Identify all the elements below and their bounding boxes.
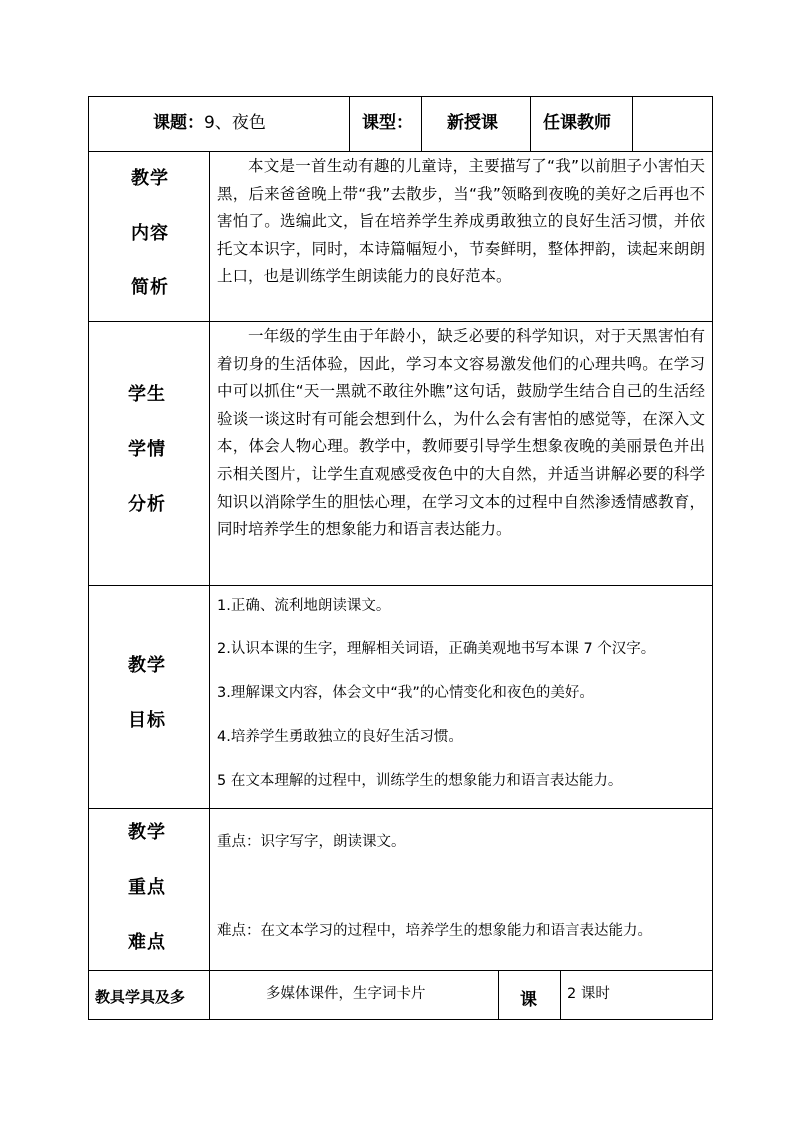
student-label-line3: 分析 (128, 494, 166, 515)
row-divider-2 (88, 321, 713, 322)
header-divider-4 (632, 96, 633, 151)
keypoints-label-line3: 难点 (128, 932, 166, 953)
goal-item-2: 2.认识本课的生字，理解相关词语，正确美观地书写本课 7 个汉字。 (217, 641, 656, 657)
row-divider-3 (88, 585, 713, 586)
header-divider-3 (530, 96, 531, 151)
student-label-line1: 学生 (128, 384, 166, 405)
label-column-divider (209, 151, 210, 1020)
tools-label: 教具学具及多 (95, 988, 186, 1006)
topic-label: 课题： (153, 113, 204, 133)
keypoints-label-line1: 教学 (128, 822, 166, 843)
content-label-line2: 内容 (131, 223, 169, 244)
student-label-line2: 学情 (128, 439, 166, 460)
goals-label-line1: 教学 (128, 655, 166, 676)
content-label-line1: 教学 (131, 168, 169, 189)
goal-item-5: 5 在文本理解的过程中，训练学生的想象能力和语言表达能力。 (217, 773, 623, 789)
goal-item-3: 3.理解课文内容，体会文中“我”的心情变化和夜色的美好。 (217, 685, 594, 701)
topic-cell (153, 108, 266, 133)
type-value: 新授课 (447, 113, 498, 133)
type-label: 课型： (362, 113, 413, 133)
table-border-left (88, 96, 89, 1020)
header-divider-1 (349, 96, 350, 151)
content-label-line3: 简析 (131, 277, 169, 298)
table-border-bottom (88, 1019, 713, 1020)
footer-divider-2 (560, 970, 561, 1019)
goals-label-line2: 目标 (128, 710, 166, 731)
footer-divider-1 (498, 970, 499, 1019)
table-border-right (712, 96, 713, 1020)
hours-label: 课 (520, 990, 537, 1010)
goal-item-4: 4.培养学生勇敢独立的良好生活习惯。 (217, 729, 463, 745)
row-divider-5 (88, 970, 713, 971)
topic-value: 9、夜色 (204, 113, 266, 133)
hours-value: 2 课时 (567, 986, 610, 1002)
header-divider-2 (421, 96, 422, 151)
table-border-top (88, 96, 713, 97)
key-difficulty-text: 难点：在文本学习的过程中，培养学生的想象能力和语言表达能力。 (217, 923, 652, 939)
content-analysis-text: 本文是一首生动有趣的儿童诗，主要描写了“我”以前胆子小害怕天黑，后来爸爸晚上带“我”去散步，当“我”领略到夜晚的美好之后再也不害怕了。选编此文，旨在培养学生养成勇敢独立的良好生活习惯，并依托文本识字，同时，本诗篇幅短小，节奏鲜明，整体押韵，读起来朗朗上口，也是训练学生朗读能力的良好范本。 (217, 157, 705, 286)
row-divider-4 (88, 808, 713, 809)
row-divider-1 (88, 151, 713, 152)
teacher-label: 任课教师 (543, 113, 611, 133)
tools-value: 多媒体课件，生字词卡片 (266, 986, 426, 1002)
key-focus-text: 重点：识字写字，朗读课文。 (217, 834, 406, 850)
goal-item-1: 1.正确、流利地朗读课文。 (217, 598, 391, 614)
keypoints-label-line2: 重点 (128, 877, 166, 898)
student-analysis-text: 一年级的学生由于年龄小，缺乏必要的科学知识，对于天黑害怕有着切身的生活体验，因此，学习本文容易激发他们的心理共鸣。在学习中可以抓住“天一黑就不敢往外瞧”这句话，鼓励学生结合自己的生活经验谈一谈这时有可能会想到什么，为什么会有害怕的感觉等，在深入文本，体会人物心理。教学中，教师要引导学生想象夜晚的美丽景色并出示相关图片，让学生直观感受夜色中的大自然，并适当讲解必要的科学知识以消除学生的胆怯心理，在学习文本的过程中自然渗透情感教育，同时培养学生的想象能力和语言表达能力。 (217, 327, 705, 539)
